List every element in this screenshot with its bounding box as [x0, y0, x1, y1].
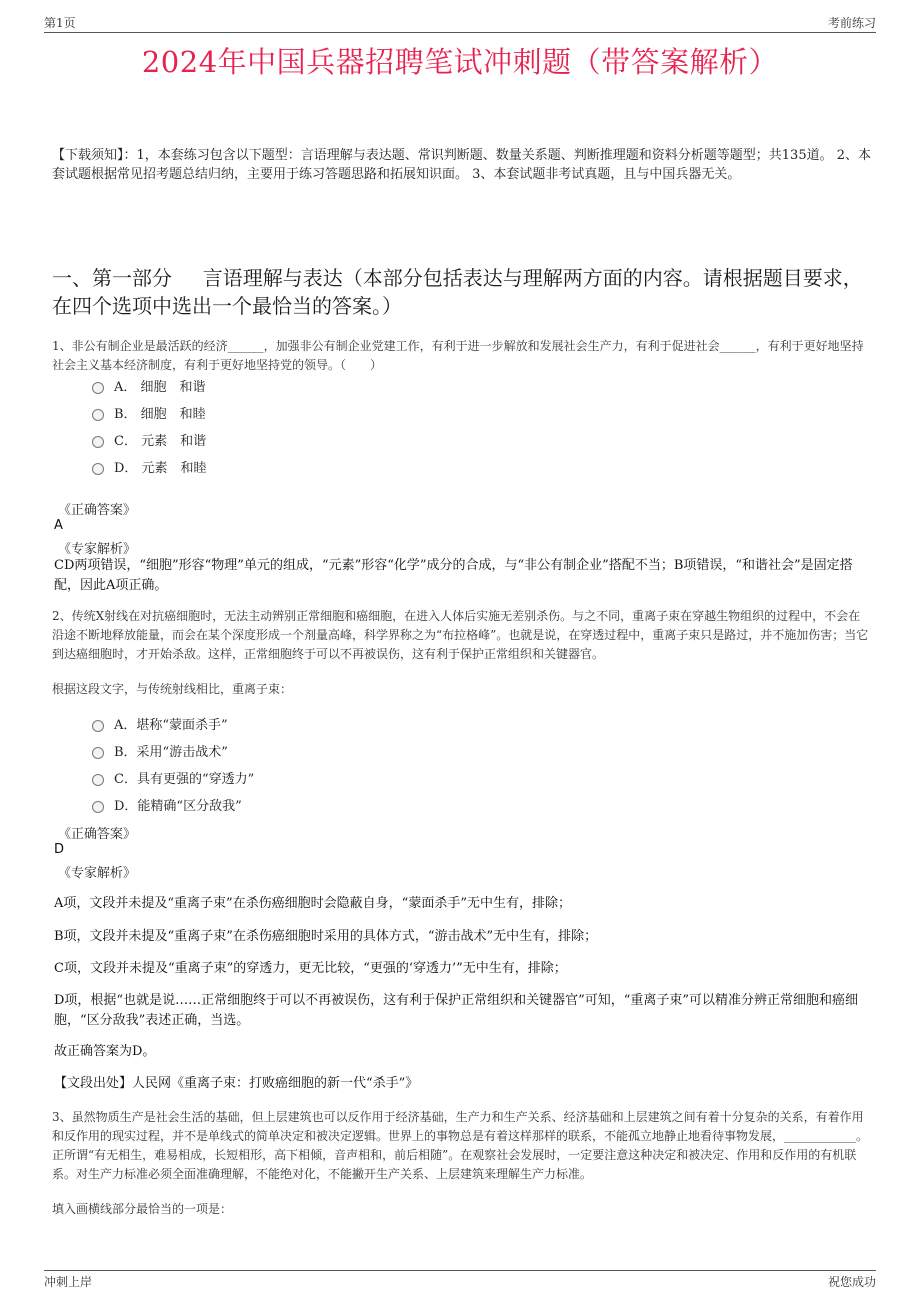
correct-answer-label: 《正确答案》 [58, 503, 137, 518]
page-title: 2024年中国兵器招聘笔试冲刺题（带答案解析） [141, 45, 779, 79]
page-number: 第1页 [44, 16, 76, 30]
footer-left-text: 冲刺上岸 [44, 1275, 93, 1289]
footer-right-text: 祝您成功 [827, 1275, 876, 1289]
question-3-text: 3、虽然物质生产是社会生活的基础，但上层建筑也可以反作用于经济基础，生产力和生产关系、经济基础和上层建筑之间有着十分复杂的关系，有着作用和反作用的现实过程，并不是单线式的简单决定和被决定逻辑。世界上的事物总是有着这样那样的联系，不能孤立地静止地看待事物发展，____________。正所谓“有无相生，难易相成，长短相形，高下相倾，音声相和，前后相随”。在观察社会发展时，一定要注意这种决定和被决定、作用和反作用的有机联系。对生产力标准必须全面准确理解，不能绝对化，不能撇开生产关系、上层建筑来理解生产力标准。 [52, 1110, 869, 1181]
question-2-explanation-d: D项，根据“也就是说……正常细胞终于可以不再被误伤，这有利于保护正常组织和关键器官”可知，“重离子束”可以精准分辨正常细胞和癌细胞，“区分敌我”表述正确，当选。 [54, 993, 859, 1028]
radio-icon[interactable] [92, 409, 104, 421]
question-1-option-b[interactable]: B． 细胞 和睦 [92, 403, 206, 422]
radio-icon[interactable] [92, 436, 104, 448]
section-heading [52, 264, 872, 320]
expert-analysis-label: 《专家解析》 [58, 542, 137, 557]
question-2-explanation-b: B项，文段并未提及“重离子束”在杀伤癌细胞时采用的具体方式，“游击战术”无中生有，排除； [54, 929, 598, 944]
question-1-text: 1、非公有制企业是最活跃的经济______，加强非公有制企业党建工作，有利于进一步解放和发展社会生产力，有利于促进社会______，有利于更好地坚持社会主义基本经济制度，有利于更好地坚持党的领导。（ ） [52, 339, 864, 372]
question-2-explanation-c: C项，文段并未提及“重离子束”的穿透力，更无比较，“更强的‘穿透力’”无中生有，排除； [54, 961, 567, 976]
radio-icon[interactable] [92, 382, 104, 394]
radio-icon[interactable] [92, 720, 104, 732]
question-2-explanation-a: A项，文段并未提及“重离子束”在杀伤癌细胞时会隐蔽自身，“蒙面杀手”无中生有，排除； [54, 896, 571, 911]
correct-answer-label: 《正确答案》 [58, 827, 137, 842]
radio-icon[interactable] [92, 463, 104, 475]
question-3-prompt: 填入画横线部分最恰当的一项是： [52, 1202, 233, 1216]
question-2-option-a[interactable]: A．堪称“蒙面杀手” [92, 714, 228, 733]
question-1-answer: A [54, 518, 63, 533]
download-notice: 【下载须知】：1，本套练习包含以下题型：言语理解与表达题、常识判断题、数量关系题、判断推理题和资料分析题等题型；共135道。 2、本套试题根据常见招考题总结归纳，主要用于练习答题思路和拓展知识面。 3、本套试题非考试真题，且与中国兵器无关。 [52, 148, 871, 182]
question-2-text: 2、传统X射线在对抗癌细胞时，无法主动辨别正常细胞和癌细胞，在进入人体后实施无差别杀伤。与之不同，重离子束在穿越生物组织的过程中，不会在沿途不断地释放能量，而会在某个深度形成一个剂量高峰，科学界称之为“布拉格峰”。也就是说，在穿透过程中，重离子束只是路过，并不施加伤害；当它到达癌细胞时，才开始杀敌。这样，正常细胞终于可以不再被误伤，这有利于保护正常组织和关键器官。 [52, 609, 869, 661]
question-1-option-d[interactable]: D． 元素 和睦 [92, 457, 207, 476]
radio-icon[interactable] [92, 774, 104, 786]
question-2-conclusion: 故正确答案为D。 [54, 1044, 156, 1059]
question-1-option-c[interactable]: C． 元素 和谐 [92, 430, 206, 449]
question-1-explanation: CD两项错误，“细胞”形容“物理”单元的组成，“元素”形容“化学”成分的合成，与“非公有制企业”搭配不当；B项错误，“和谐社会”是固定搭配，因此A项正确。 [54, 558, 853, 593]
page-footer [44, 1270, 876, 1291]
expert-analysis-label: 《专家解析》 [58, 866, 137, 881]
radio-icon[interactable] [92, 747, 104, 759]
section-number: 一、第一部分 [52, 266, 172, 290]
question-2-option-c[interactable]: C．具有更强的“穿透力” [92, 768, 254, 787]
question-2-option-b[interactable]: B．采用“游击战术” [92, 741, 228, 760]
question-2-prompt: 根据这段文字，与传统射线相比，重离子束： [52, 682, 293, 696]
radio-icon[interactable] [92, 801, 104, 813]
page-header [44, 14, 876, 33]
question-2-option-d[interactable]: D．能精确“区分敌我” [92, 795, 242, 814]
header-label: 考前练习 [827, 16, 876, 30]
question-2-answer: D [54, 842, 65, 857]
section-text: 言语理解与表达（本部分包括表达与理解两方面的内容。请根据题目要求，在四个选项中选出一个最恰当的答案。） [52, 266, 863, 318]
question-2-source: 【文段出处】人民网《重离子束：打败癌细胞的新一代“杀手”》 [54, 1076, 419, 1091]
question-1-option-a[interactable]: A． 细胞 和谐 [92, 376, 206, 395]
